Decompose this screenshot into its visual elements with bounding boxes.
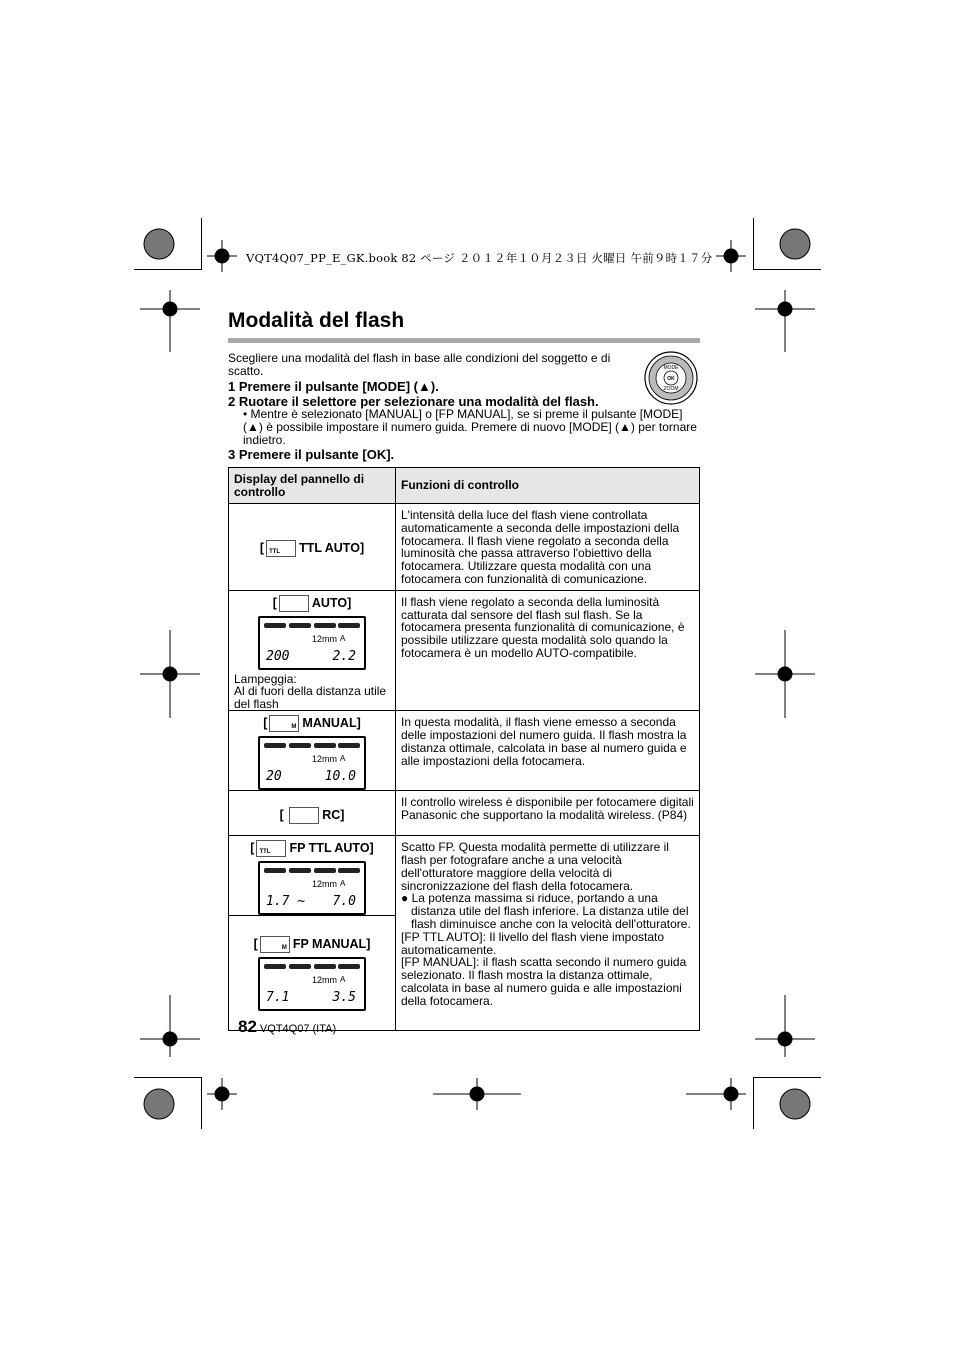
print-header: VQT4Q07_PP_E_GK.book 82 ページ ２０１２年１０月２３日 火曜日 午前９時１７分: [246, 251, 713, 265]
auto-description: Il flash viene regolato a seconda della luminosità catturata dal sensore del flash sul flash. Se la fotocamera presenta funzionalità di comunicazione, è possibile utilizzare questa modalità solo quando la fotocamera è un modello AUTO-compatibile.: [396, 590, 700, 711]
table-row-fp-ttl-auto: [229, 836, 700, 916]
page-number: 82: [238, 1017, 257, 1036]
mode-label-ttl-auto: [ TTL TTL AUTO]: [259, 541, 365, 556]
ttl-mini-display-icon: TTL: [266, 540, 296, 557]
fp-ttl-lcd-value-right: 7.0: [332, 894, 356, 910]
fp-ttl-lcd-value-left: 1.7 ~: [266, 894, 306, 910]
step-1: 1 Premere il pulsante [MODE] (▲).: [228, 379, 439, 394]
fp-manual-lcd-display: 12mm A 7.1 3.5: [258, 957, 366, 1011]
fp-manual-lcd-value-right: 3.5: [332, 990, 356, 1006]
manual-lcd-display: 12mm A 20 10.0: [258, 736, 366, 790]
mode-label-auto: [ AUTO]: [229, 595, 395, 612]
manual-lcd-value-left: 20: [266, 769, 282, 785]
mode-label-manual: [ M MANUAL]: [263, 716, 361, 731]
dial-zoom-label: ZOOM: [663, 386, 679, 392]
flash-mode-table: [228, 467, 700, 1031]
table-row-auto: [229, 590, 700, 711]
dial-ok-label: OK: [667, 376, 675, 382]
fp-manual-mini-display-icon: M: [260, 936, 290, 953]
title-rule: [228, 338, 700, 343]
mode-dial-icon: [643, 350, 699, 406]
auto-lcd-value-left: 200: [266, 648, 290, 664]
table-row-manual: [229, 711, 700, 791]
page-title: Modalità del flash: [228, 309, 405, 332]
col-display-header: Display del pannello di controllo: [229, 468, 396, 504]
auto-mini-display-icon: [279, 595, 309, 612]
page-footer: [238, 1017, 336, 1037]
mode-label-fp-ttl-auto: [ TTL FP TTL AUTO]: [250, 841, 374, 856]
fp-manual-lcd-value-left: 7.1: [266, 990, 290, 1006]
rc-mini-display-icon: [289, 807, 319, 824]
auto-lcd-value-right: 2.2: [332, 648, 356, 664]
ttl-auto-description: L'intensità della luce del flash viene controllata automaticamente a seconda delle impostazioni della fotocamera. Il flash viene regolato a seconda della luminosità che passa attraverso l'obiettivo della fotocamera. Utilizzare questa modalità con una fotocamera con funzionalità di comunicazione.: [396, 504, 700, 591]
intro-text: Scegliere una modalità del flash in base alle condizioni del soggetto e di scatto.: [228, 351, 611, 378]
mode-label-fp-manual: [ M FP MANUAL]: [253, 937, 371, 952]
doc-code: VQT4Q07 (ITA): [259, 1023, 337, 1035]
step-2: 2 Ruotare il selettore per selezionare una modalità del flash.: [228, 394, 599, 409]
auto-lcd-display: 12mm A 200 2.2: [258, 616, 366, 670]
table-row-ttl-auto: [229, 504, 700, 591]
manual-lcd-value-right: 10.0: [324, 769, 356, 785]
fp-ttl-lcd-display: 12mm A 1.7 ~ 7.0: [258, 861, 366, 915]
auto-blink-note: Lampeggia: Al di fuori della distanza utile del flash: [234, 671, 387, 711]
fp-ttl-mini-display-icon: TTL: [256, 840, 286, 857]
fp-bullet: ● La potenza massima si riduce, portando a una distanza utile del flash inferiore. La distanza utile del flash diminuisce anche con la velocità dell'otturatore.: [401, 891, 691, 932]
mode-label-rc: [ RC]: [229, 807, 395, 824]
manual-mini-display-icon: M: [269, 715, 299, 732]
dial-mode-label: MODE: [663, 365, 679, 371]
fp-description: Scatto FP. Questa modalità permette di utilizzare il flash per fotografare anche a una velocità dell'otturatore maggiore della velocità di sincronizzazione del flash della fotocamera. ● La potenza massima si riduce, portando a una distanza utile del flash inferiore. La distanza utile del flash diminuisce anche con la velocità dell'otturatore. [FP TTL AUTO]: Il livello del flash viene impostato automaticamente. [FP MANUAL]: il flash scatta secondo il numero guida selezionato. Il flash mostra la distanza ottimale, calcolata in base al numero guida e alle impostazioni della fotocamera.: [396, 836, 700, 1031]
manual-description: In questa modalità, il flash viene emesso a seconda delle impostazioni del numero guida. Il flash mostra la distanza ottimale, calcolata in base al numero guida e alle impostazioni della fotocamera.: [396, 711, 700, 791]
rc-description: Il controllo wireless è disponibile per fotocamere digitali Panasonic che supportano la modalità wireless. (P84): [396, 791, 700, 836]
step-2-note: • Mentre è selezionato [MANUAL] o [FP MANUAL], se si preme il pulsante [MODE] (▲) è possibile impostare il numero guida. Premere di nuovo [MODE] (▲) per tornare indietro.: [243, 407, 697, 447]
col-function-header: Funzioni di controllo: [396, 468, 700, 504]
step-3: 3 Premere il pulsante [OK].: [228, 447, 395, 462]
table-row-rc: [229, 791, 700, 836]
